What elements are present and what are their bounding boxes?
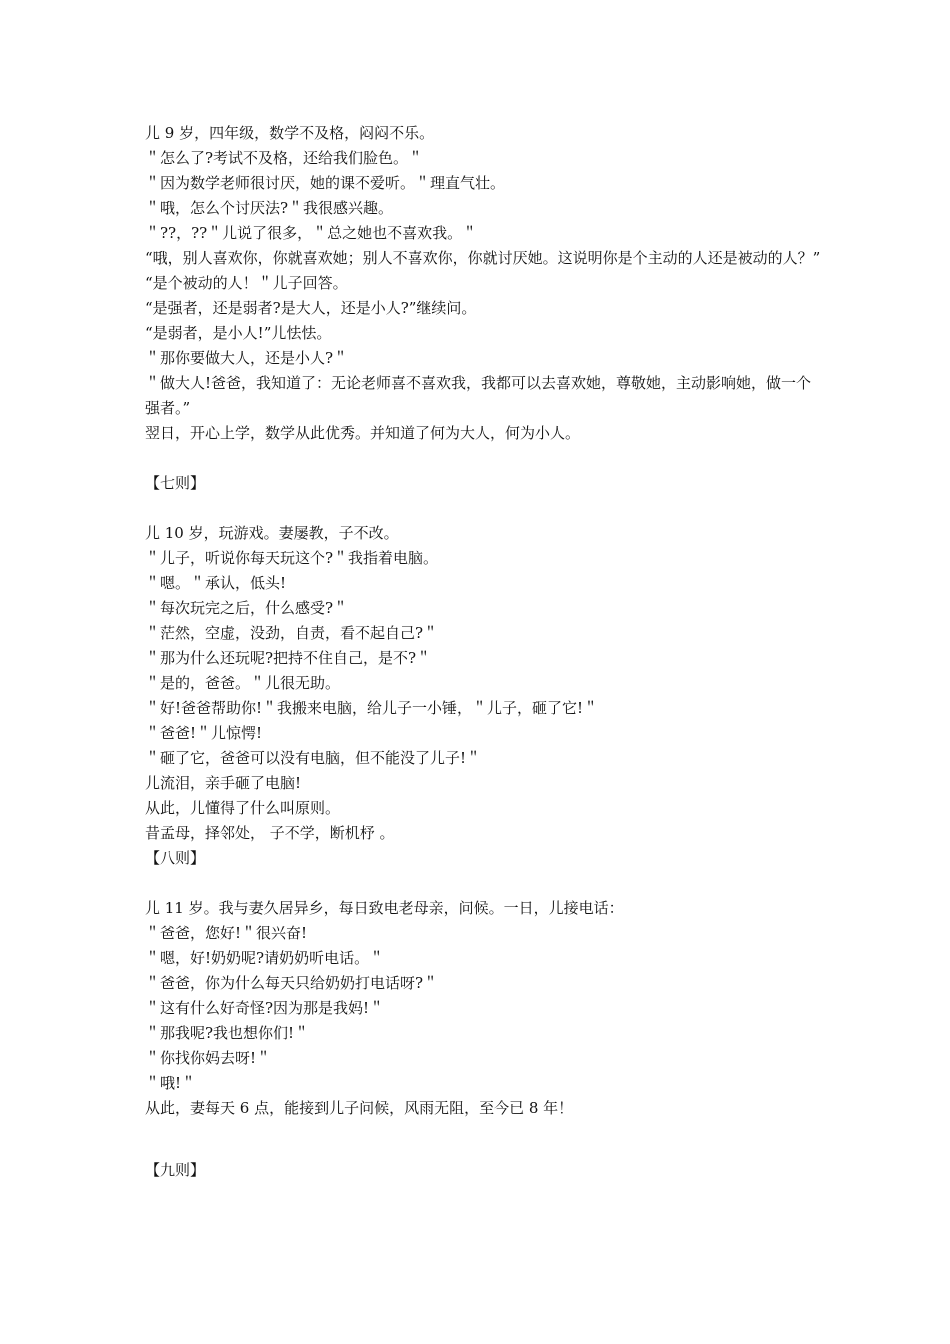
text-line: ＂好!爸爸帮助你!＂我搬来电脑，给儿子一小锤，＂儿子，砸了它!＂ — [145, 699, 599, 717]
document-page — [145, 121, 825, 1183]
text-line: ＂儿子，听说你每天玩这个?＂我指着电脑。 — [145, 549, 439, 567]
text-line: ＂是的，爸爸。＂儿很无助。 — [145, 674, 341, 692]
text-line: 儿 11 岁。我与妻久居异乡，每日致电老母亲，问候。一日，儿接电话： — [145, 899, 624, 917]
section-heading-9: 【九则】 — [145, 1161, 206, 1179]
text-line: “是弱者，是小人!”儿怯怯。 — [145, 324, 332, 342]
text-line: ＂爸爸，你为什么每天只给奶奶打电话呀?＂ — [145, 974, 439, 992]
blank-line — [145, 446, 825, 471]
text-line: ＂哦，怎么个讨厌法?＂我很感兴趣。 — [145, 199, 394, 217]
text-line: 翌日，开心上学，数学从此优秀。并知道了何为大人，何为小人。 — [145, 424, 581, 442]
text-line: ＂??，??＂儿说了很多，＂总之她也不喜欢我。＂ — [145, 224, 478, 242]
text-line: ＂茫然，空虚，没劲，自责，看不起自己?＂ — [145, 624, 439, 642]
text-line: ＂每次玩完之后，什么感受?＂ — [145, 599, 349, 617]
text-line: 从此，儿懂得了什么叫原则。 — [145, 799, 341, 817]
text-line: ＂哦!＂ — [145, 1074, 197, 1092]
text-line: ＂因为数学老师很讨厌，她的课不爱听。＂理直气壮。 — [145, 174, 506, 192]
text-line: 儿 9 岁，四年级，数学不及格，闷闷不乐。 — [145, 124, 435, 142]
text-line: “是强者，还是弱者?是大人，还是小人?”继续问。 — [145, 299, 477, 317]
story-section-7 — [145, 521, 825, 846]
story-section-6 — [145, 121, 825, 446]
text-paragraph: ＂做大人!爸爸，我知道了：无论老师喜不喜欢我，我都可以去喜欢她，尊敬她，主动影响她，做一个强者。” — [145, 374, 812, 417]
text-line: ＂你找你妈去呀!＂ — [145, 1049, 272, 1067]
text-line: ＂怎么了?考试不及格，还给我们脸色。＂ — [145, 149, 424, 167]
text-line: ＂砸了它，爸爸可以没有电脑，但不能没了儿子!＂ — [145, 749, 482, 767]
text-line: 昔孟母，择邻处， 子不学，断机杼 。 — [145, 824, 395, 842]
section-heading-8: 【八则】 — [145, 849, 206, 867]
text-line: 从此，妻每天 6 点，能接到儿子问候，风雨无阻，至今已 8 年！ — [145, 1099, 574, 1117]
story-section-8 — [145, 896, 825, 1121]
text-line: ＂这有什么好奇怪?因为那是我妈!＂ — [145, 999, 385, 1017]
text-line: “是个被动的人！＂儿子回答。 — [145, 274, 348, 292]
text-line: ＂爸爸!＂儿惊愕! — [145, 724, 263, 742]
text-line: ＂爸爸，您好!＂很兴奋! — [145, 924, 308, 942]
text-line: ＂那我呢?我也想你们!＂ — [145, 1024, 310, 1042]
section-heading-7: 【七则】 — [145, 474, 206, 492]
text-line: ＂嗯。＂承认，低头! — [145, 574, 287, 592]
text-line: 儿流泪，亲手砸了电脑! — [145, 774, 302, 792]
text-line: 儿 10 岁，玩游戏。妻屡教，子不改。 — [145, 524, 399, 542]
blank-line — [145, 871, 825, 896]
text-line: ＂那为什么还玩呢?把持不住自己，是不?＂ — [145, 649, 432, 667]
text-paragraph: “哦，别人喜欢你，你就喜欢她；别人不喜欢你，你就讨厌她。这说明你是个主动的人还是被动的人？” — [145, 249, 821, 267]
blank-line — [145, 1121, 825, 1158]
blank-line — [145, 496, 825, 521]
text-line: ＂那你要做大人，还是小人?＂ — [145, 349, 349, 367]
text-line: ＂嗯，好!奶奶呢?请奶奶听电话。＂ — [145, 949, 385, 967]
